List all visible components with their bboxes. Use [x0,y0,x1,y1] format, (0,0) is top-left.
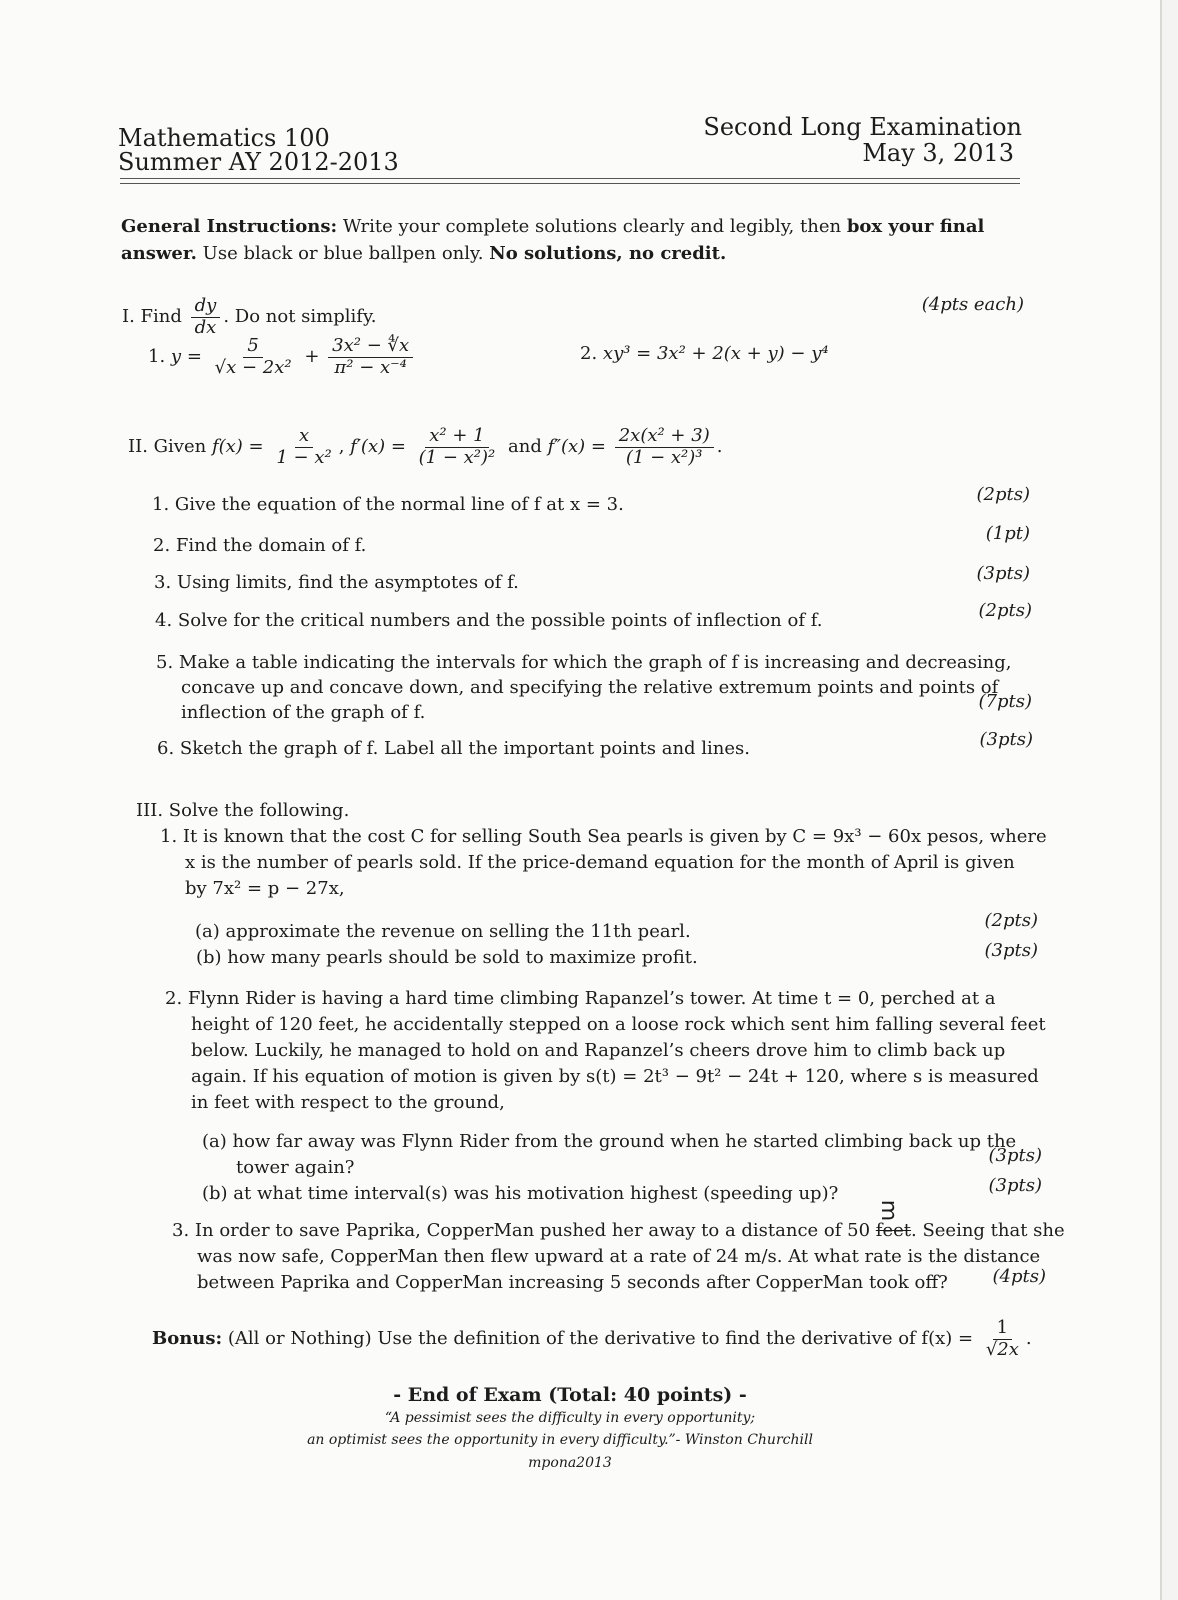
f-num: x [295,426,313,448]
item-text: Find the domain of f. [175,535,367,556]
dy: dy [191,296,221,318]
and-word: and [508,436,542,458]
dx: dx [194,316,217,338]
course-title: Mathematics 100 [118,124,330,152]
part2-item-2-points: (1pt) [985,523,1030,544]
part3-q3-line-2: was now safe, CopperMan then flew upward at a rate of 24 m/s. At what rate is the distance [197,1246,1041,1267]
q-line: In order to save Paprika, CopperMan pushed her away to a distance of 50 [194,1220,871,1241]
instructions-bold-2: answer. [121,243,197,264]
part3-q1-b: (b) how many pearls should be sold to maximize profit. [196,947,698,968]
part2-item-5 [156,652,1011,673]
f-den: 1 − x² [276,446,332,468]
part3-q3-points: (4pts) [992,1266,1046,1287]
q1-fraction-1 [211,336,296,378]
part3-q2-line-4: again. If his equation of motion is given by s(t) = 2t³ − 9t² − 24t + 120, where s is measured [191,1066,1039,1087]
instructions-line-2 [121,243,726,264]
header-rule-top [120,178,1020,179]
q-number: 1. [160,826,178,847]
instructions-bold-1: box your final [846,216,985,237]
part1-points: (4pts each) [921,294,1024,315]
part2-item-5-line-2: concave up and concave down, and specifying the relative extremum points and points of [181,677,999,698]
fdoubleprime-fraction [615,426,714,468]
item-text: Sketch the graph of f. Label all the important points and lines. [179,738,751,759]
dy-dx-fraction [191,296,221,338]
fprime-num: x² + 1 [425,426,488,448]
part1-find: I. Find [122,306,182,328]
author-signature: mpona2013 [528,1455,612,1471]
quote-line-1: “A pessimist sees the difficulty in every opportunity; [384,1410,756,1426]
end-of-exam: - End of Exam (Total: 40 points) - [393,1384,747,1406]
item-number: 5. [156,652,174,673]
bonus-fraction [982,1318,1023,1360]
bonus-den: √2x [985,1338,1019,1360]
q-line: It is known that the cost C for selling South Sea pearls is given by C = 9x³ − 60x pesos, where [182,826,1047,847]
part3-q2-a-points: (3pts) [988,1145,1042,1166]
instructions-bold-3: No solutions, no credit. [489,243,727,264]
part3-q2-a-line-2: tower again? [236,1157,355,1178]
part2-item-1-points: (2pts) [976,484,1030,505]
part2-item-1 [152,494,624,515]
q1-plus: + [304,346,320,368]
part3-q3-line-1 [172,1199,1065,1241]
bonus-num: 1 [993,1318,1012,1340]
q-line: Flynn Rider is having a hard time climbing Rapanzel’s tower. At time t = 0, perched at a [187,988,996,1009]
header-rule-bottom [120,183,1020,184]
term-label: Summer AY 2012-2013 [118,148,399,176]
part1-heading [122,296,376,338]
item-number: 1. [152,494,170,515]
bonus: Bonus: (All or Nothing) Use the definition of the derivative to find the derivative of f(x) = $\frac{1}{√2x}$ . [152,1317,1032,1360]
part2-item-6-points: (3pts) [979,729,1033,750]
instructions-text-1: Write your complete solutions clearly and legibly, then [342,216,842,237]
part3-q3-line-3: between Paprika and CopperMan increasing 5 seconds after CopperMan took off? [197,1272,948,1293]
fdoubleprime-num: 2x(x² + 3) [615,426,714,448]
item-text: Give the equation of the normal line of f at x = 3. [174,494,624,515]
fprime-fraction [415,426,500,468]
part3-q2-line-5: in feet with respect to the ground, [191,1092,505,1113]
part3-q2-line-1 [165,988,996,1009]
part1-tail: . Do not simplify. [223,306,377,328]
part2-heading: II. Given [128,436,207,458]
f-label: f(x) = [211,436,264,458]
part3-q1-line-2: x is the number of pearls sold. If the price-demand equation for the month of April is given [185,852,1015,873]
part2-item-4 [155,610,822,631]
q1-frac1-den: √x − 2x² [214,356,292,378]
q1-frac1-num: 5 [243,336,262,358]
part3-q2-b: (b) at what time interval(s) was his motivation highest (speeding up)? [202,1183,839,1204]
instructions-label: General Instructions: [121,216,338,237]
part3-q2-line-3: below. Luckily, he managed to hold on and Rapanzel’s cheers drove him to climb back up [191,1040,1006,1061]
part3-heading: III. Solve the following. [136,800,350,821]
f-fraction [272,426,335,468]
part2-item-3 [154,572,519,593]
q1-fraction-2 [328,336,413,378]
item-line-1: Make a table indicating the intervals for which the graph of f is increasing and decreasing, [178,652,1012,673]
part2-item-2 [153,535,366,556]
item-number: 4. [155,610,173,631]
part2-item-3-points: (3pts) [976,563,1030,584]
q1-frac2-num: 3x² − ∜x [328,336,413,358]
exam-title: Second Long Examination [703,113,1022,141]
fdoubleprime-label: f″(x) = [547,436,606,458]
part3-q1-a-points: (2pts) [984,910,1038,931]
bonus-label: Bonus: [152,1328,223,1350]
item-number: 6. [157,738,175,759]
part3-q1-line-3: by 7x² = p − 27x, [185,878,345,899]
part3-q2-b-points: (3pts) [988,1175,1042,1196]
quote-line-2: an optimist sees the opportunity in every difficulty.”- Winston Churchill [307,1432,813,1448]
q-number: 3. [172,1220,190,1241]
part2-item-5-line-3: inflection of the graph of f. [181,702,426,723]
item-number: 2. [153,535,171,556]
q-line-end: . Seeing that she [911,1220,1065,1241]
item-text: Using limits, find the asymptotes of f. [176,572,519,593]
q-number: 2. [165,988,183,1009]
corrected-unit [875,1199,911,1241]
exam-date: May 3, 2013 [862,139,1014,167]
q1-number: 1. [148,346,166,368]
q1-frac2-den: π² − x⁻⁴ [334,356,407,378]
part3-q1-a: (a) approximate the revenue on selling the 11th pearl. [195,921,691,942]
part2-given: II. Given f(x) = $\frac{x}{\text{1 − x²}}$ , f′(x) = $\frac{\text{x² + 1}}{\text{(1 − x²)²}}$ and f″(x) = $\frac{\text{2x(x² + 3)}}{\text{(1 − x²)³}}$ . [128,425,723,468]
instructions-line-1 [121,216,984,237]
q2-number: 2. [580,343,598,364]
q2-equation: xy³ = 3x² + 2(x + y) − y⁴ [602,343,829,364]
part3-q2-a-line-1: (a) how far away was Flynn Rider from the ground when he started climbing back up the [202,1131,1017,1152]
part1-q2 [580,343,829,364]
struck-unit: feet [875,1220,911,1241]
instructions-text-2: Use black or blue ballpen only. [202,243,484,264]
part3-q1-line-1 [160,826,1047,847]
part3-q1-b-points: (3pts) [984,940,1038,961]
fdoubleprime-den: (1 − x²)³ [625,446,703,468]
part2-item-5-points: (7pts) [978,691,1032,712]
part1-q1 [148,336,416,378]
part3-q2-line-2: height of 120 feet, he accidentally stepped on a loose rock which sent him falling several feet [191,1014,1046,1035]
part2-item-4-points: (2pts) [978,600,1032,621]
item-number: 3. [154,572,172,593]
q1-y: y = [170,346,202,368]
handwritten-correction: m [876,1199,902,1222]
bonus-text: (All or Nothing) Use the definition of the derivative to find the derivative of f(x) = [227,1328,974,1350]
fprime-den: (1 − x²)² [418,446,496,468]
fprime-label: f′(x) = [350,436,406,458]
part2-item-6 [157,738,750,759]
item-text: Solve for the critical numbers and the possible points of inflection of f. [177,610,823,631]
